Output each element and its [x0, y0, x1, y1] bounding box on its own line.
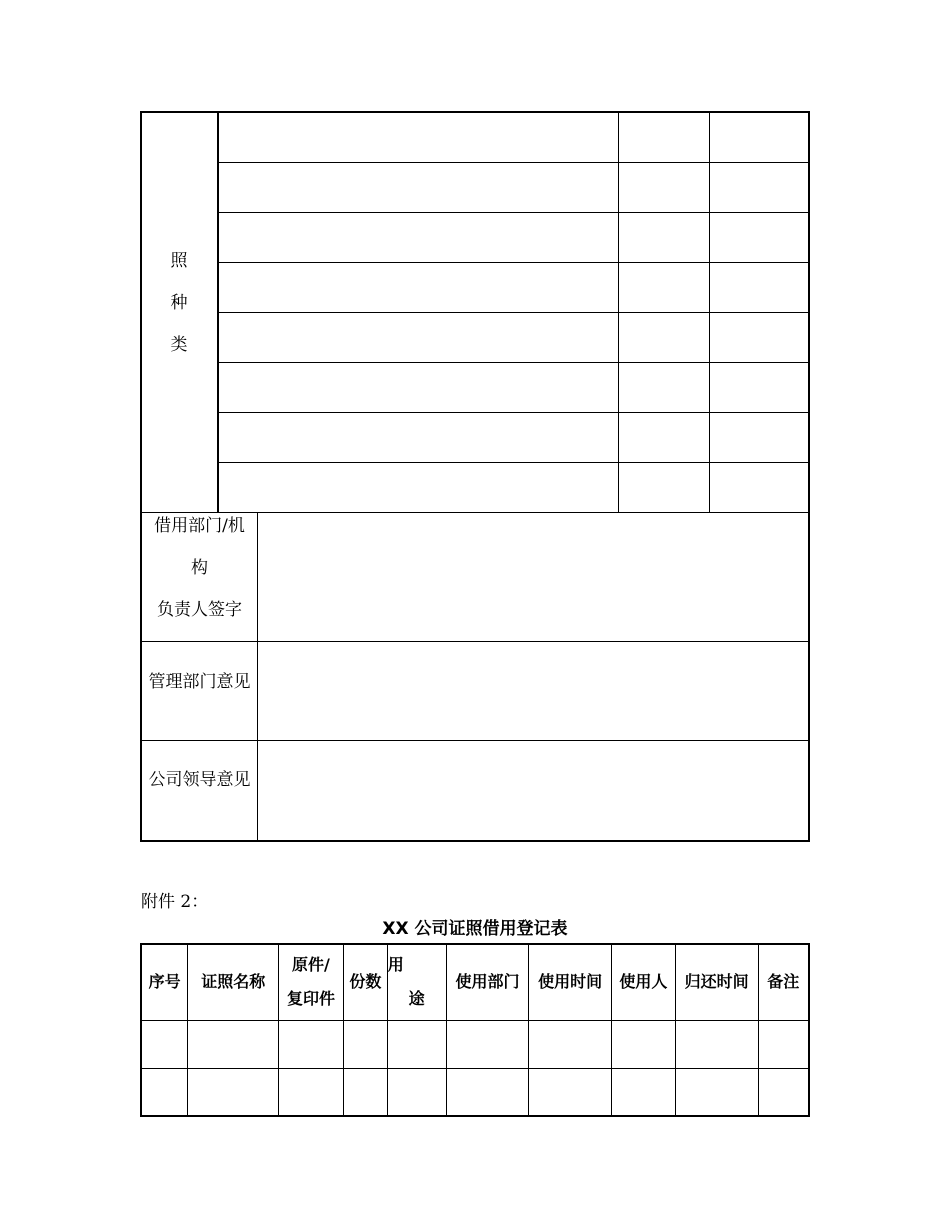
- table-cell[interactable]: [675, 1068, 758, 1116]
- leader-opinion-label: 公司领导意见: [148, 770, 251, 790]
- table-cell[interactable]: [188, 1020, 279, 1068]
- table-cell[interactable]: [188, 1068, 279, 1116]
- table-cell[interactable]: [446, 1068, 529, 1116]
- header-user: 使用人: [612, 944, 676, 1020]
- table-row: [141, 1020, 809, 1068]
- register-title: XX 公司证照借用登记表: [382, 919, 568, 939]
- header-license-name: 证照名称: [188, 944, 279, 1020]
- table-cell[interactable]: [529, 1068, 612, 1116]
- attachment-label: 附件 2：: [141, 892, 209, 912]
- row-line: [218, 162, 809, 163]
- header-remarks: 备注: [758, 944, 809, 1020]
- header-use-dept: 使用部门: [446, 944, 529, 1020]
- row-line: [218, 362, 809, 363]
- borrow-dept-line-2: 构: [191, 558, 208, 578]
- header-return-time: 归还时间: [675, 944, 758, 1020]
- table-cell[interactable]: [387, 1068, 446, 1116]
- table-cell[interactable]: [141, 1068, 188, 1116]
- table-cell[interactable]: [387, 1020, 446, 1068]
- borrow-dept-label: [141, 505, 258, 631]
- table-cell[interactable]: [141, 1020, 188, 1068]
- header-original-copy: 原件/ 复印件: [279, 944, 344, 1020]
- borrow-dept-line-1: 借用部门/机: [154, 516, 245, 536]
- table-cell[interactable]: [279, 1020, 344, 1068]
- table-cell[interactable]: [612, 1068, 676, 1116]
- header-purpose: 用 途: [387, 944, 446, 1020]
- register-table: [140, 943, 810, 1117]
- section-line: [141, 740, 809, 741]
- header-count: 份数: [343, 944, 387, 1020]
- mgmt-opinion-label: 管理部门意见: [148, 672, 251, 692]
- table-cell[interactable]: [343, 1020, 387, 1068]
- row-line: [218, 312, 809, 313]
- borrow-dept-line-3: 负责人签字: [157, 600, 242, 620]
- row-line: [218, 262, 809, 263]
- section-line: [141, 641, 809, 642]
- category-char-3: 类: [170, 335, 188, 355]
- table-cell[interactable]: [446, 1020, 529, 1068]
- table-cell[interactable]: [529, 1020, 612, 1068]
- table-cell[interactable]: [612, 1020, 676, 1068]
- table-cell[interactable]: [343, 1068, 387, 1116]
- category-char-2: 种: [170, 293, 188, 313]
- row-line: [218, 412, 809, 413]
- table-cell[interactable]: [758, 1068, 809, 1116]
- row-line: [218, 212, 809, 213]
- category-char-1: 照: [170, 251, 188, 271]
- header-seq: 序号: [141, 944, 188, 1020]
- header-use-time: 使用时间: [529, 944, 612, 1020]
- table-cell[interactable]: [675, 1020, 758, 1068]
- table-cell[interactable]: [758, 1020, 809, 1068]
- table-row: [141, 1068, 809, 1116]
- table-cell[interactable]: [279, 1068, 344, 1116]
- row-line: [218, 462, 809, 463]
- register-header-row: [141, 944, 809, 1020]
- category-label: [158, 240, 200, 366]
